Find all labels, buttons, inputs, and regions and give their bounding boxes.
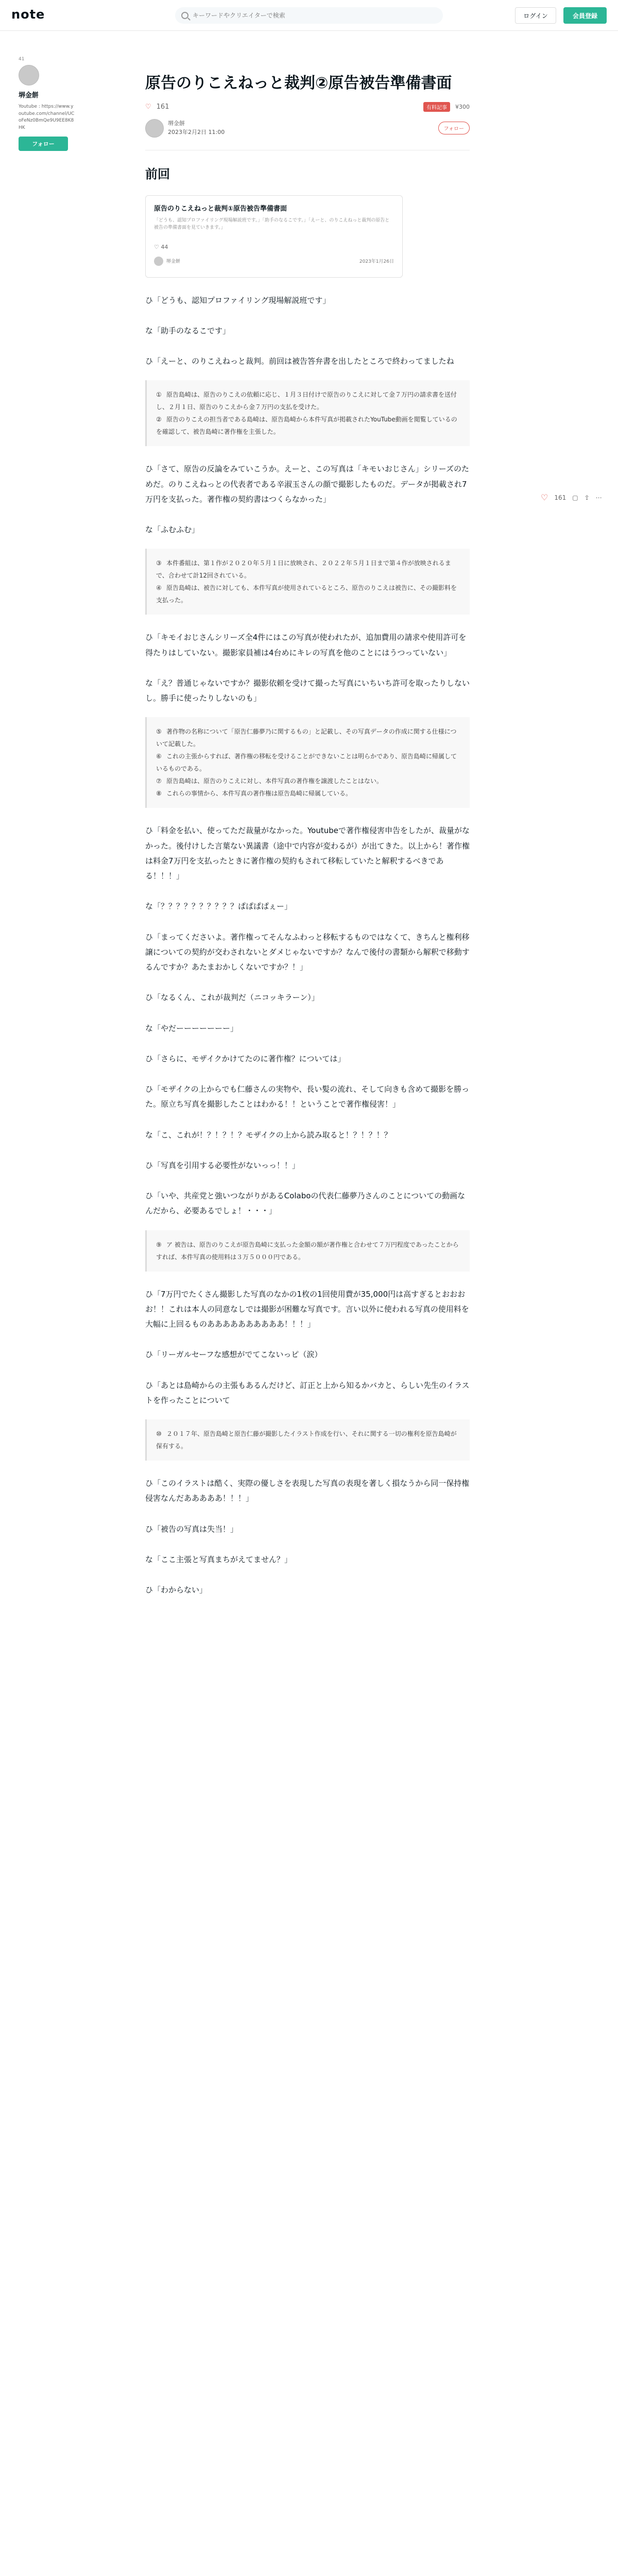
embed-author-name: 堺金餅 <box>166 259 181 264</box>
quote-text: ２０１７年、原告島崎と原告仁藤が撮影したイラスト作成を行い、それに関する一切の権利を原告島崎が保有する。 <box>156 1430 457 1450</box>
quote-number: ⑥ <box>156 753 162 760</box>
search-input[interactable] <box>193 12 430 19</box>
quote-text: 原告島崎は、原告のりこえの依頼に応じ、１月３日付けで原告のりこえに対して金７万円の請求書を送付し、２月１日、原告のりこえから金７万円の支払を受けた。 <box>156 391 457 411</box>
quote-number: ⑩ <box>156 1430 162 1437</box>
section-heading: 前回 <box>145 166 170 181</box>
quote-block <box>145 1419 470 1461</box>
dialogue-line: ひ「このイラストは酷く、実際の優しさを表現した写真の表現を著しく損なうから同一保持権侵害なんだあああああ！！！」 <box>145 1479 470 1503</box>
dialogue-line: ひ「わからない」 <box>145 1585 208 1595</box>
embed-title: 原告のりこえねっと裁判①原告被告準備書面 <box>154 205 287 213</box>
dialogue-line: ひ「キモイおじさんシリーズ全4件にはこの写真が使われたが、追加費用の請求や使用許可を得たりはしていない。撮影家員補は4台めにキレの写真を他のことにはうつっていない」 <box>145 633 467 657</box>
quote-text: 原告島崎は、被告に対しても、本件写真が使用されているところ、原告のりこえは被告に、その撮影料を支払った。 <box>156 584 457 604</box>
quote-number: ⑦ <box>156 777 162 785</box>
dialogue-line: な「え？普通じゃないですか？撮影依頼を受けて撮った写真にいちいち許可を取ったりしないし。勝手に使ったりしないのも」 <box>145 678 470 703</box>
dialogue-line: な「ふむふむ」 <box>145 525 200 534</box>
dialogue-line: ひ「リーガルセーフな感想がでてこないっピ（涙） <box>145 1350 322 1360</box>
quote-number: ① <box>156 391 162 399</box>
quote-block <box>145 717 470 808</box>
quote-text: 著作物の名称について「原告仁藤夢乃に関するもの」と記載し、その写真データの作成に関する仕様について記載した。 <box>156 728 457 748</box>
dialogue-line: な「やだーーーーーーー」 <box>145 1023 238 1033</box>
quote-text: これらの事情から、本件写真の著作権は原告島崎に帰属している。 <box>166 790 352 798</box>
sidebar-caption: 41 <box>19 57 25 62</box>
author-row <box>145 119 470 138</box>
heart-icon[interactable]: ♡ <box>541 493 548 502</box>
share-icon[interactable]: ⇪ <box>584 494 590 501</box>
quote-text: 原告のりこえの担当者である島崎は、原告島崎から本件写真が掲載されたYouTube動画を閲覧しているのを確認して、被告島崎に著作権を主張した。 <box>156 416 457 436</box>
quote-text: ア 被告は、原告のりこえが原告島崎に支払った金額の額が著作権と合わせて７万円程度であったことからすれば、本件写真の使用料は３万５０００円である。 <box>156 1241 459 1261</box>
embed-description: 「どうも、認知プロファイリング現場解説班です。」「助手のなるこです。」「えーと、のりこえねっと裁判の原告と被告の準備書面を見ていきます。」 <box>154 217 390 230</box>
heart-icon[interactable]: ♡ <box>145 103 151 111</box>
dialogue-line: ひ「さて、原告の反論をみていこうか。えーと、この写真は「キモいおじさん」シリーズのためだ。のりこえねっとの代表者である辛淑玉さんの顔で撮影したものだ。データが掲載され7万円を支払った。著作権の契約書はつくらなかった」 <box>145 464 469 504</box>
quote-text: 原告島崎は、原告のりこえに対し、本件写真の著作権を譲渡したことはない。 <box>166 777 383 785</box>
quote-block <box>145 380 470 446</box>
dialogue-line: ひ「モザイクの上からでも仁藤さんの実物や、長い髪の流れ、そして向きも含めて撮影を勝った。原立ち写真を撮影したことはわかる！！ということで著作権侵害！」 <box>145 1084 470 1109</box>
embed-avatar <box>154 257 163 266</box>
embedded-article-card[interactable] <box>145 195 403 278</box>
top-bar <box>0 0 618 31</box>
comment-icon[interactable]: ▢ <box>572 494 578 501</box>
creator-bio: Youtube : https://www.youtube.com/channel/UCoFeNz0BmQe9U9EE8K8HK <box>19 104 75 130</box>
creator-avatar[interactable] <box>19 65 39 86</box>
quote-number: ③ <box>156 560 162 567</box>
dialogue-line: な「こ、これが！？！？！？モザイクの上から読み取ると！？！？！？ <box>145 1130 392 1140</box>
dialogue-line: な「助手のなるこです」 <box>145 326 231 335</box>
quote-number: ⑧ <box>156 790 162 798</box>
article-meta <box>145 102 470 112</box>
dialogue-line: な「？？？？？？？？？？ぱぱぱぱぇー」 <box>145 902 293 911</box>
quote-number: ⑤ <box>156 728 162 736</box>
quote-block <box>145 549 470 615</box>
dialogue-line: ひ「料金を払い、使ってただ裁量がなかった。Youtubeで著作権侵害申告をしたが、裁量がなかった。後付けした言葉ない異議書（途中で内容が変わるが）が出てきた。以上から！著作権は料金7万円を支払ったときに著作権の契約もされて移転していたと解釈するべきである！！！」 <box>145 826 470 880</box>
search-box[interactable] <box>175 7 443 24</box>
embed-author <box>154 257 394 266</box>
author-avatar[interactable] <box>145 119 164 138</box>
dialogue-line: ひ「あとは島崎からの主張もあるんだけど、訂正と上から知るかバカと、らしい先生のイラストを作ったことについて <box>145 1380 470 1405</box>
creator-sidebar <box>19 57 75 151</box>
quote-block <box>145 1230 470 1272</box>
quote-number: ② <box>156 416 162 423</box>
dialogue-line: ひ「どうも、認知プロファイリング現場解説班です」 <box>145 295 331 305</box>
more-icon[interactable]: ⋯ <box>595 494 602 501</box>
dialogue-line: ひ「まってくださいよ。著作権ってそんなふわっと移転するものではなくて、きちんと権利移譲についての契約が交わされないとダメじゃないですか？なんで後付の書類から解釈で移動するんですか？あたまおかしくないですか？！」 <box>145 932 470 972</box>
dialogue-line: ひ「さらに、モザイクかけてたのに著作権？については」 <box>145 1054 346 1063</box>
article-likes: 161 <box>156 103 169 111</box>
login-button[interactable]: ログイン <box>515 7 556 24</box>
dialogue-line: ひ「被告の写真は失当！」 <box>145 1524 238 1534</box>
dialogue-line: ひ「写真を引用する必要性がないっっ！！」 <box>145 1160 300 1170</box>
quote-number: ⑨ <box>156 1241 162 1248</box>
author-info <box>168 120 225 137</box>
paid-badge: 有料記事 <box>423 102 450 112</box>
dialogue-line: な「ここ主張と写真まちがえてません？」 <box>145 1554 293 1564</box>
article-title: 原告のりこえねっと裁判②原告被告準備書面 <box>145 74 452 92</box>
dialogue-line: ひ「いや、共産党と強いつながりがあるColaboの代表仁藤夢乃さんのことについての動画なんだから、必要あるでしょ！・・・」 <box>145 1191 466 1216</box>
author-follow-button[interactable]: フォロー <box>438 122 470 134</box>
dialogue-line: ひ「えーと、のりこえねっと裁判。前回は被告答弁書を出したところで終わってましたね <box>145 357 454 366</box>
follow-button[interactable]: フォロー <box>19 137 68 151</box>
embed-date: 2023年1月26日 <box>359 259 394 264</box>
article <box>145 72 470 1598</box>
creator-name[interactable]: 堺金餅 <box>19 92 39 99</box>
floating-actions <box>541 493 602 502</box>
quote-text: 本件番組は、第１作が２０２０年５月１日に放映され、２０２２年５月１日まで第４作が放映されるまで、合わせて計12回されている。 <box>156 560 451 580</box>
dialogue-line: ひ「7万円でたくさん撮影した写真のなかの1枚の1回使用費が35,000円は高すぎるとおおおお！！これは本人の同意なしでは撮影が困難な写真です。言い以外に使われる写真の使用料を大幅に上回るものああああああああああ！！！」 <box>145 1289 469 1329</box>
author-name[interactable]: 堺金餅 <box>168 120 185 127</box>
note-logo[interactable]: note <box>11 7 45 22</box>
dialogue-line: ひ「なるくん、これが裁判だ（ニコッキラーン）」 <box>145 993 319 1003</box>
like-count: 161 <box>554 494 566 501</box>
article-price: ¥300 <box>455 103 470 110</box>
quote-number: ④ <box>156 584 162 592</box>
signup-button[interactable]: 会員登録 <box>563 7 607 24</box>
search-icon <box>181 12 188 19</box>
quote-text: これの主張からすれば、著作権の移転を受けることができないことは明らかであり、原告島崎に帰属しているものである。 <box>156 753 457 773</box>
embed-likes: ♡ 44 <box>154 243 168 250</box>
publish-date: 2023年2月2日 11:00 <box>168 128 225 135</box>
